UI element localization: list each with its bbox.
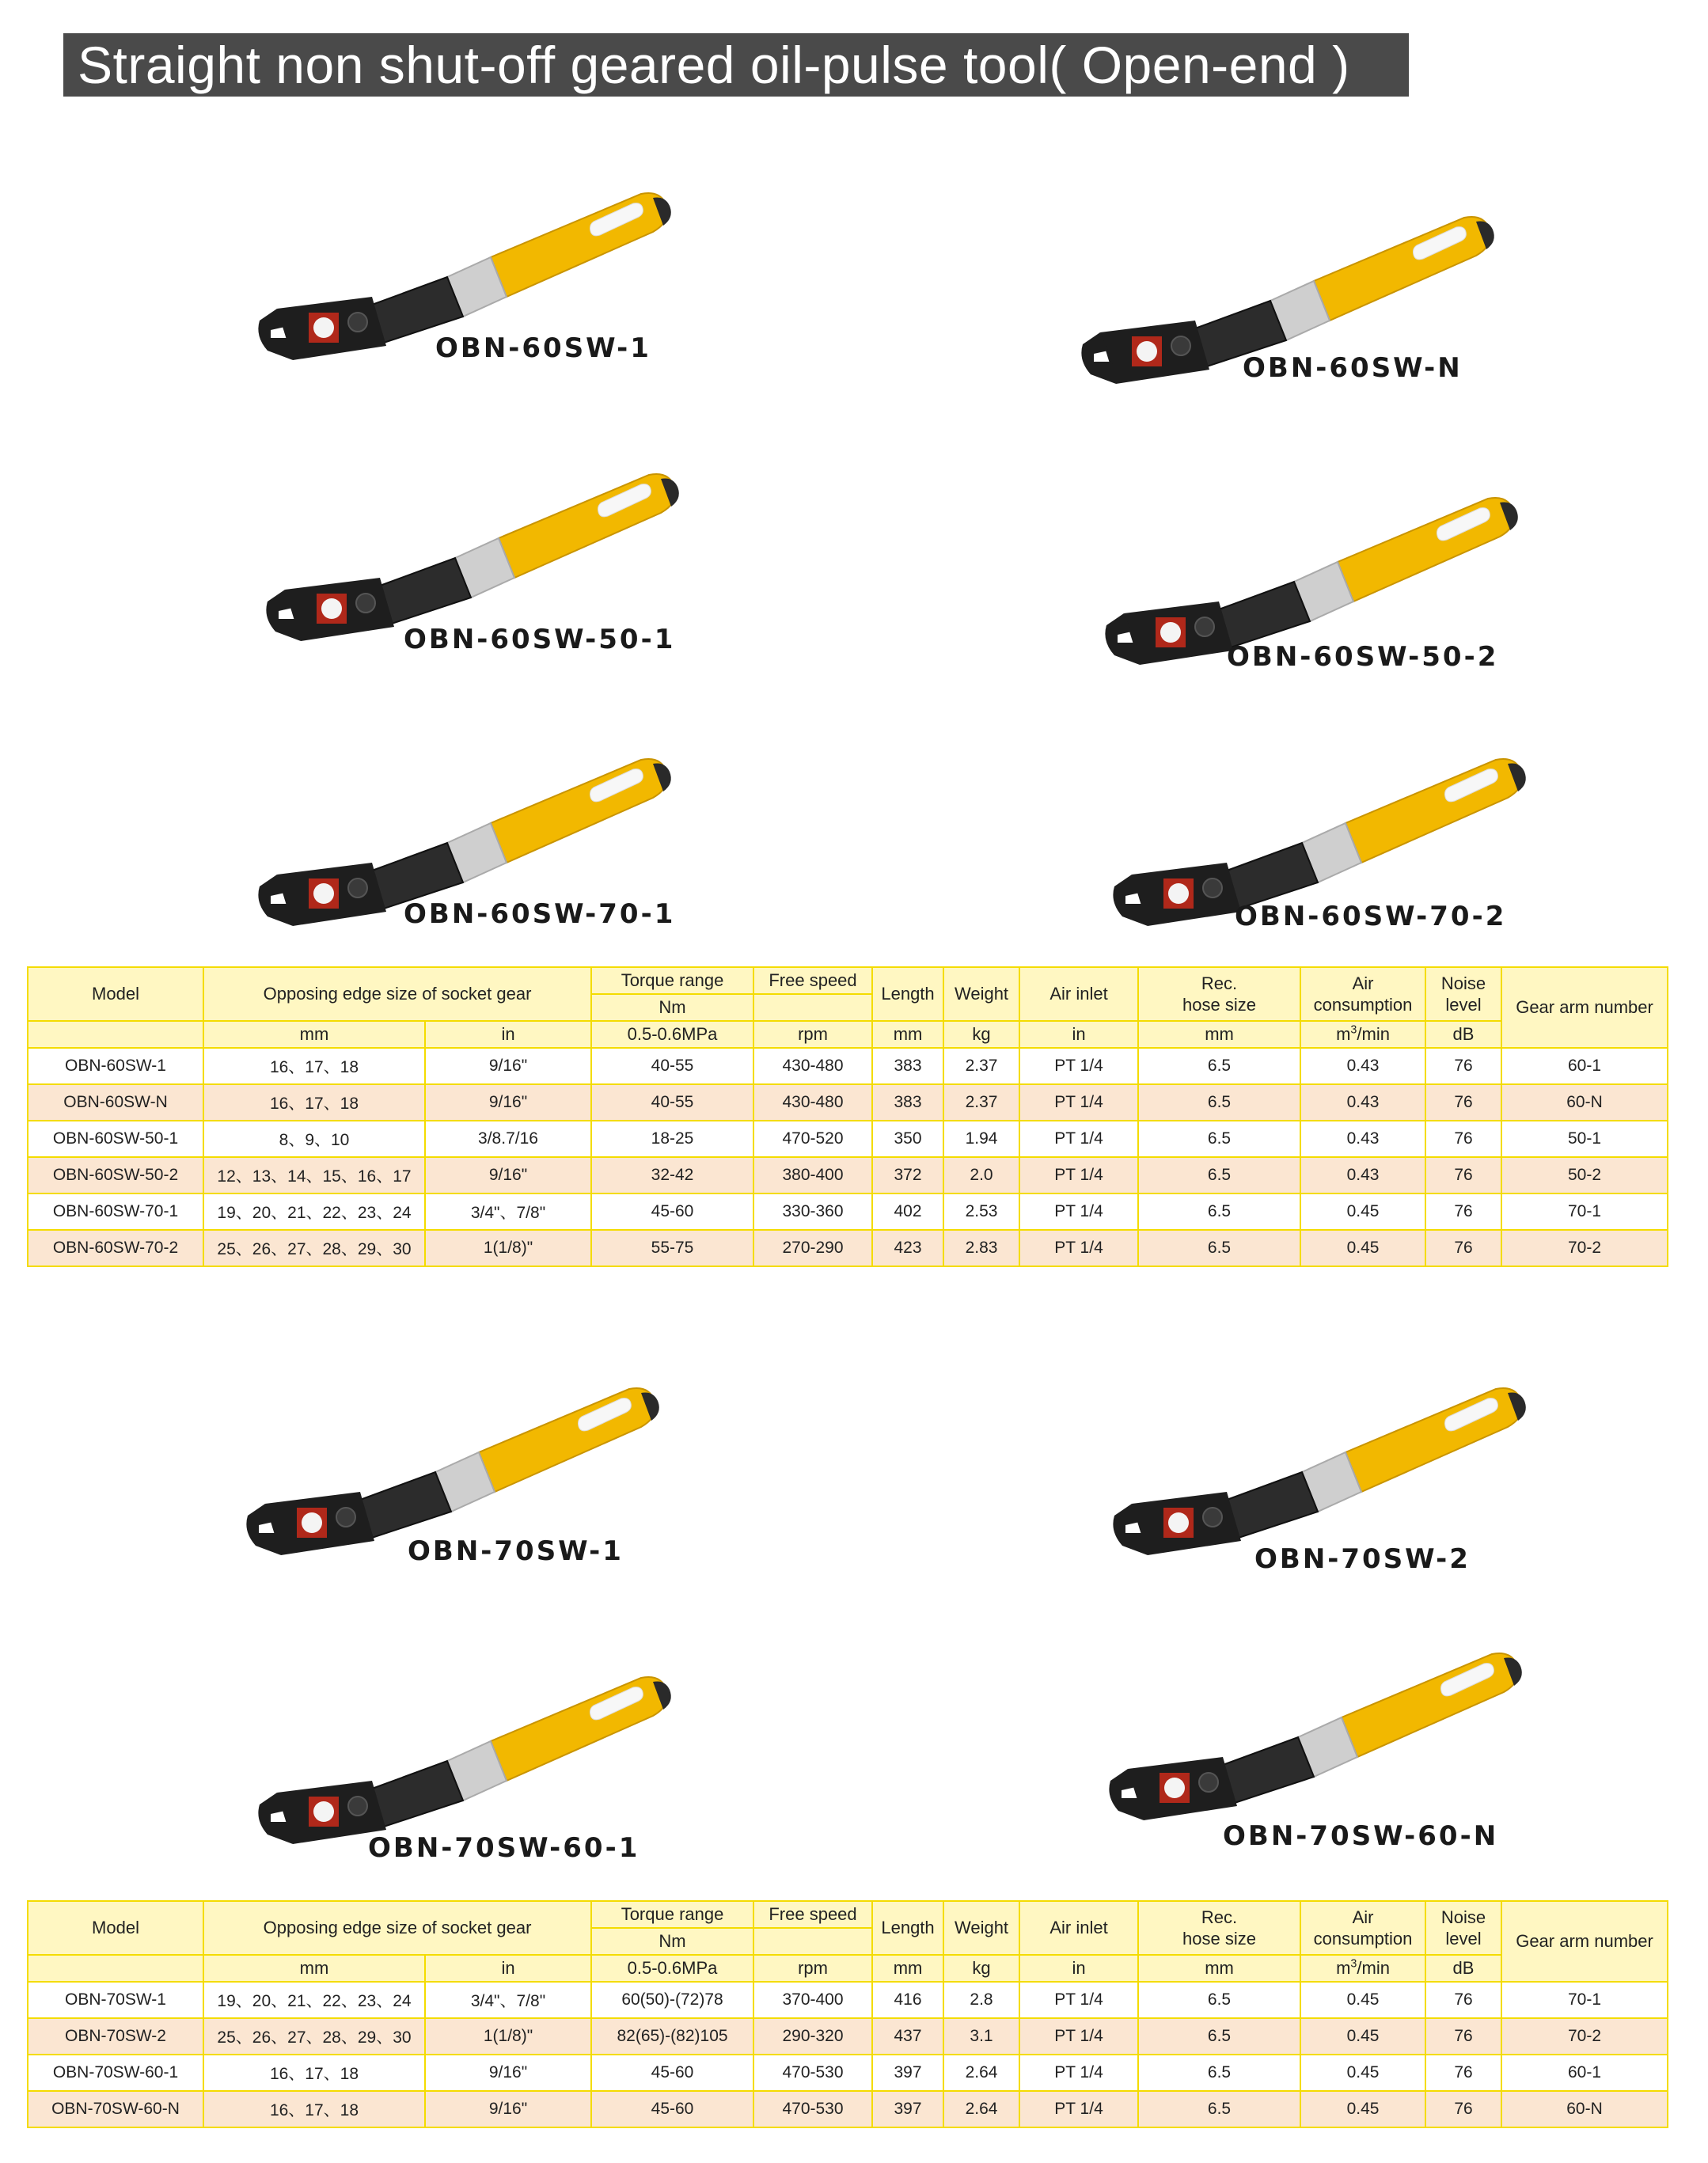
col-header-torque: Torque range: [591, 1901, 753, 1928]
table-row: [28, 1230, 1668, 1266]
tool-body: [258, 1677, 670, 1844]
cell-speed: 370-400: [753, 1982, 872, 2018]
col-header-weight: Weight: [943, 967, 1019, 1021]
cell-in: 3/8.7/16: [425, 1121, 591, 1157]
cell-inlet: PT 1/4: [1019, 1193, 1138, 1230]
cell-speed: 330-360: [753, 1193, 872, 1230]
col-header-noise: [1425, 967, 1501, 1021]
product-obn-60sw-1: [253, 162, 696, 368]
col-header-air-inlet: Air inlet: [1019, 967, 1138, 1021]
product-obn-70sw-60-n: [1104, 1622, 1547, 1852]
cell-model: OBN-70SW-60-N: [28, 2091, 203, 2127]
col-header-opposing: Opposing edge size of socket gear: [203, 967, 591, 1021]
cell-air: 0.45: [1300, 1982, 1425, 2018]
product-label: OBN-70SW-60-1: [368, 1832, 640, 1864]
cell-hose: 6.5: [1138, 2018, 1300, 2055]
cell-hose: 6.5: [1138, 1157, 1300, 1193]
cell-gear: 50-1: [1501, 1121, 1668, 1157]
cell-mm: 19、20、21、22、23、24: [203, 1193, 425, 1230]
cell-inlet: PT 1/4: [1019, 1230, 1138, 1266]
cell-noise: 76: [1425, 1048, 1501, 1084]
cell-air: 0.43: [1300, 1121, 1425, 1157]
col-header-speed-blank: [753, 1928, 872, 1955]
product-label: OBN-60SW-50-2: [1227, 641, 1499, 673]
product-obn-60sw-50-2: [1100, 467, 1543, 673]
cell-speed: 470-520: [753, 1121, 872, 1157]
unit-length: mm: [872, 1021, 943, 1048]
product-label: OBN-60SW-70-2: [1235, 901, 1507, 932]
cell-torque: 40-55: [591, 1048, 753, 1084]
tool-body: [1105, 498, 1517, 665]
cell-weight: 2.64: [943, 2091, 1019, 2127]
table-row: [28, 1157, 1668, 1193]
cell-mm: 16、17、18: [203, 1048, 425, 1084]
air-line-1: Air: [1352, 1907, 1374, 1927]
product-obn-60sw-50-1: [261, 443, 704, 655]
cell-model: OBN-70SW-2: [28, 2018, 203, 2055]
cell-torque: 45-60: [591, 2091, 753, 2127]
unit-kg: kg: [943, 1955, 1019, 1982]
unit-mm: mm: [203, 1021, 425, 1048]
cell-gear: 70-2: [1501, 1230, 1668, 1266]
cell-in: 1(1/8)": [425, 1230, 591, 1266]
unit-db: dB: [1425, 1021, 1501, 1048]
cell-weight: 2.8: [943, 1982, 1019, 2018]
cell-weight: 2.83: [943, 1230, 1019, 1266]
tool-image: [241, 1357, 685, 1563]
noise-line-2: level: [1445, 1929, 1482, 1949]
cell-torque: 82(65)-(82)105: [591, 2018, 753, 2055]
unit-kg: kg: [943, 1021, 1019, 1048]
unit-db: dB: [1425, 1955, 1501, 1982]
product-obn-60sw-n: [1076, 186, 1520, 392]
tool-body: [246, 1388, 659, 1555]
cell-torque: 40-55: [591, 1084, 753, 1121]
hose-line-1: Rec.: [1201, 973, 1238, 993]
cell-mm: 19、20、21、22、23、24: [203, 1982, 425, 2018]
product-label: OBN-70SW-1: [408, 1535, 624, 1567]
cell-air: 0.43: [1300, 1157, 1425, 1193]
cell-inlet: PT 1/4: [1019, 1121, 1138, 1157]
cell-model: OBN-70SW-60-1: [28, 2055, 203, 2091]
col-header-noise: [1425, 1901, 1501, 1955]
col-header-model: Model: [28, 1901, 203, 1955]
col-header-gear-arm: Gear arm number: [1501, 1901, 1668, 1982]
product-label: OBN-60SW-1: [435, 332, 651, 364]
table-row: [28, 1982, 1668, 2018]
table-row: [28, 2018, 1668, 2055]
cell-air: 0.45: [1300, 1193, 1425, 1230]
cell-air: 0.45: [1300, 2055, 1425, 2091]
cell-length: 437: [872, 2018, 943, 2055]
cell-model: OBN-60SW-N: [28, 1084, 203, 1121]
table-row: [28, 1048, 1668, 1084]
cell-speed: 470-530: [753, 2055, 872, 2091]
col-header-length: Length: [872, 967, 943, 1021]
cell-gear: 70-1: [1501, 1982, 1668, 2018]
cell-gear: 60-1: [1501, 1048, 1668, 1084]
col-header-gear-arm: Gear arm number: [1501, 967, 1668, 1048]
cell-air: 0.45: [1300, 2018, 1425, 2055]
cell-hose: 6.5: [1138, 2055, 1300, 2091]
cell-weight: 3.1: [943, 2018, 1019, 2055]
cell-in: 1(1/8)": [425, 2018, 591, 2055]
unit-air: $m^3/\min$: [1300, 1021, 1425, 1048]
cell-hose: 6.5: [1138, 1048, 1300, 1084]
cell-noise: 76: [1425, 1193, 1501, 1230]
cell-torque: 60(50)-(72)78: [591, 1982, 753, 2018]
cell-hose: 6.5: [1138, 1982, 1300, 2018]
cell-air: 0.43: [1300, 1084, 1425, 1121]
col-header-weight: Weight: [943, 1901, 1019, 1955]
cell-weight: 2.64: [943, 2055, 1019, 2091]
cell-air: 0.45: [1300, 2091, 1425, 2127]
cell-hose: 6.5: [1138, 2091, 1300, 2127]
product-obn-60sw-70-2: [1108, 728, 1551, 934]
unit-hose: mm: [1138, 1021, 1300, 1048]
cell-length: 383: [872, 1084, 943, 1121]
hose-line-1: Rec.: [1201, 1907, 1238, 1927]
cell-length: 402: [872, 1193, 943, 1230]
cell-noise: 76: [1425, 1982, 1501, 2018]
unit-blank: [28, 1021, 203, 1048]
cell-mm: 25、26、27、28、29、30: [203, 2018, 425, 2055]
tool-image: [1108, 1357, 1551, 1563]
unit-inlet: in: [1019, 1021, 1138, 1048]
cell-noise: 76: [1425, 1230, 1501, 1266]
hose-line-2: hose size: [1182, 995, 1256, 1015]
cell-noise: 76: [1425, 2018, 1501, 2055]
unit-rpm: rpm: [753, 1021, 872, 1048]
cell-in: 9/16": [425, 1157, 591, 1193]
tool-image: [261, 443, 704, 649]
cell-torque: 18-25: [591, 1121, 753, 1157]
unit-in: in: [425, 1021, 591, 1048]
cell-hose: 6.5: [1138, 1230, 1300, 1266]
cell-noise: 76: [1425, 2091, 1501, 2127]
cell-mm: 16、17、18: [203, 1084, 425, 1121]
cell-mm: 8、9、10: [203, 1121, 425, 1157]
cell-torque: 55-75: [591, 1230, 753, 1266]
cell-torque: 32-42: [591, 1157, 753, 1193]
table-row: [28, 2055, 1668, 2091]
cell-mm: 25、26、27、28、29、30: [203, 1230, 425, 1266]
unit-length: mm: [872, 1955, 943, 1982]
col-header-free-speed: Free speed: [753, 1901, 872, 1928]
unit-pressure: 0.5-0.6MPa: [591, 1021, 753, 1048]
product-label: OBN-70SW-60-N: [1223, 1820, 1499, 1852]
hose-line-2: hose size: [1182, 1929, 1256, 1949]
product-obn-70sw-2: [1108, 1357, 1551, 1575]
cell-inlet: PT 1/4: [1019, 1982, 1138, 2018]
cell-speed: 290-320: [753, 2018, 872, 2055]
product-label: OBN-60SW-50-1: [404, 624, 676, 655]
cell-weight: 2.53: [943, 1193, 1019, 1230]
cell-weight: 2.0: [943, 1157, 1019, 1193]
cell-inlet: PT 1/4: [1019, 2018, 1138, 2055]
cell-torque: 45-60: [591, 1193, 753, 1230]
table-row: [28, 2091, 1668, 2127]
noise-line-1: Noise: [1440, 973, 1486, 993]
cell-gear: 70-2: [1501, 2018, 1668, 2055]
cell-weight: 2.37: [943, 1084, 1019, 1121]
table-row: [28, 1193, 1668, 1230]
table-row: [28, 1121, 1668, 1157]
cell-inlet: PT 1/4: [1019, 1084, 1138, 1121]
cell-in: 9/16": [425, 2091, 591, 2127]
cell-in: 9/16": [425, 1084, 591, 1121]
cell-gear: 60-1: [1501, 2055, 1668, 2091]
cell-length: 372: [872, 1157, 943, 1193]
cell-in: 3/4"、7/8": [425, 1982, 591, 2018]
product-obn-70sw-60-1: [253, 1646, 696, 1864]
cell-model: OBN-60SW-70-2: [28, 1230, 203, 1266]
cell-hose: 6.5: [1138, 1121, 1300, 1157]
air-line-2: consumption: [1313, 1929, 1413, 1949]
cell-in: 9/16": [425, 2055, 591, 2091]
col-header-torque-unit: Nm: [591, 994, 753, 1021]
product-label: OBN-70SW-2: [1254, 1543, 1471, 1575]
tool-body: [1113, 1388, 1525, 1555]
tool-body: [266, 474, 678, 641]
cell-speed: 380-400: [753, 1157, 872, 1193]
cell-length: 350: [872, 1121, 943, 1157]
page-title: Straight non shut-off geared oil-pulse tool( Open-end ): [63, 33, 1409, 97]
cell-noise: 76: [1425, 1121, 1501, 1157]
cell-model: OBN-60SW-50-1: [28, 1121, 203, 1157]
cell-gear: 60-N: [1501, 2091, 1668, 2127]
col-header-air-inlet: Air inlet: [1019, 1901, 1138, 1955]
cell-inlet: PT 1/4: [1019, 1048, 1138, 1084]
cell-inlet: PT 1/4: [1019, 1157, 1138, 1193]
cell-length: 397: [872, 2055, 943, 2091]
cell-model: OBN-60SW-1: [28, 1048, 203, 1084]
table-row: [28, 1084, 1668, 1121]
cell-speed: 430-480: [753, 1084, 872, 1121]
unit-hose: mm: [1138, 1955, 1300, 1982]
cell-model: OBN-60SW-70-1: [28, 1193, 203, 1230]
unit-in: in: [425, 1955, 591, 1982]
col-header-hose: [1138, 967, 1300, 1021]
cell-hose: 6.5: [1138, 1193, 1300, 1230]
product-label: OBN-60SW-N: [1243, 352, 1463, 384]
cell-gear: 50-2: [1501, 1157, 1668, 1193]
air-line-1: Air: [1352, 973, 1374, 993]
cell-length: 397: [872, 2091, 943, 2127]
cell-mm: 12、13、14、15、16、17: [203, 1157, 425, 1193]
cell-noise: 76: [1425, 1084, 1501, 1121]
tool-body: [1109, 1653, 1521, 1820]
cell-hose: 6.5: [1138, 1084, 1300, 1121]
unit-inlet: in: [1019, 1955, 1138, 1982]
cell-noise: 76: [1425, 1157, 1501, 1193]
col-header-torque: Torque range: [591, 967, 753, 994]
unit-blank: [28, 1955, 203, 1982]
cell-weight: 1.94: [943, 1121, 1019, 1157]
cell-inlet: PT 1/4: [1019, 2055, 1138, 2091]
cell-length: 423: [872, 1230, 943, 1266]
col-header-free-speed: Free speed: [753, 967, 872, 994]
cell-model: OBN-60SW-50-2: [28, 1157, 203, 1193]
spec-table-1: [27, 966, 1668, 1267]
cell-speed: 430-480: [753, 1048, 872, 1084]
cell-gear: 60-N: [1501, 1084, 1668, 1121]
noise-line-2: level: [1445, 995, 1482, 1015]
spec-table-2: [27, 1900, 1668, 2128]
tool-image: [1104, 1622, 1547, 1828]
unit-pressure: 0.5-0.6MPa: [591, 1955, 753, 1982]
col-header-opposing: Opposing edge size of socket gear: [203, 1901, 591, 1955]
tool-image: [253, 1646, 696, 1852]
cell-speed: 270-290: [753, 1230, 872, 1266]
cell-mm: 16、17、18: [203, 2091, 425, 2127]
cell-air: 0.43: [1300, 1048, 1425, 1084]
cell-length: 416: [872, 1982, 943, 2018]
cell-air: 0.45: [1300, 1230, 1425, 1266]
cell-torque: 45-60: [591, 2055, 753, 2091]
col-header-length: Length: [872, 1901, 943, 1955]
product-obn-70sw-1: [241, 1357, 685, 1567]
noise-line-1: Noise: [1440, 1907, 1486, 1927]
cell-weight: 2.37: [943, 1048, 1019, 1084]
col-header-air-consumption: [1300, 1901, 1425, 1955]
unit-air: $m^3/\min$: [1300, 1955, 1425, 1982]
col-header-hose: [1138, 1901, 1300, 1955]
col-header-torque-unit: Nm: [591, 1928, 753, 1955]
cell-in: 3/4"、7/8": [425, 1193, 591, 1230]
cell-length: 383: [872, 1048, 943, 1084]
col-header-speed-blank: [753, 994, 872, 1021]
col-header-air-consumption: [1300, 967, 1425, 1021]
cell-model: OBN-70SW-1: [28, 1982, 203, 2018]
air-line-2: consumption: [1313, 995, 1413, 1015]
cell-noise: 76: [1425, 2055, 1501, 2091]
cell-speed: 470-530: [753, 2091, 872, 2127]
col-header-model: Model: [28, 967, 203, 1021]
cell-mm: 16、17、18: [203, 2055, 425, 2091]
cell-in: 9/16": [425, 1048, 591, 1084]
cell-gear: 70-1: [1501, 1193, 1668, 1230]
cell-inlet: PT 1/4: [1019, 2091, 1138, 2127]
unit-mm: mm: [203, 1955, 425, 1982]
product-label: OBN-60SW-70-1: [404, 898, 676, 930]
unit-rpm: rpm: [753, 1955, 872, 1982]
product-obn-60sw-70-1: [253, 728, 696, 934]
